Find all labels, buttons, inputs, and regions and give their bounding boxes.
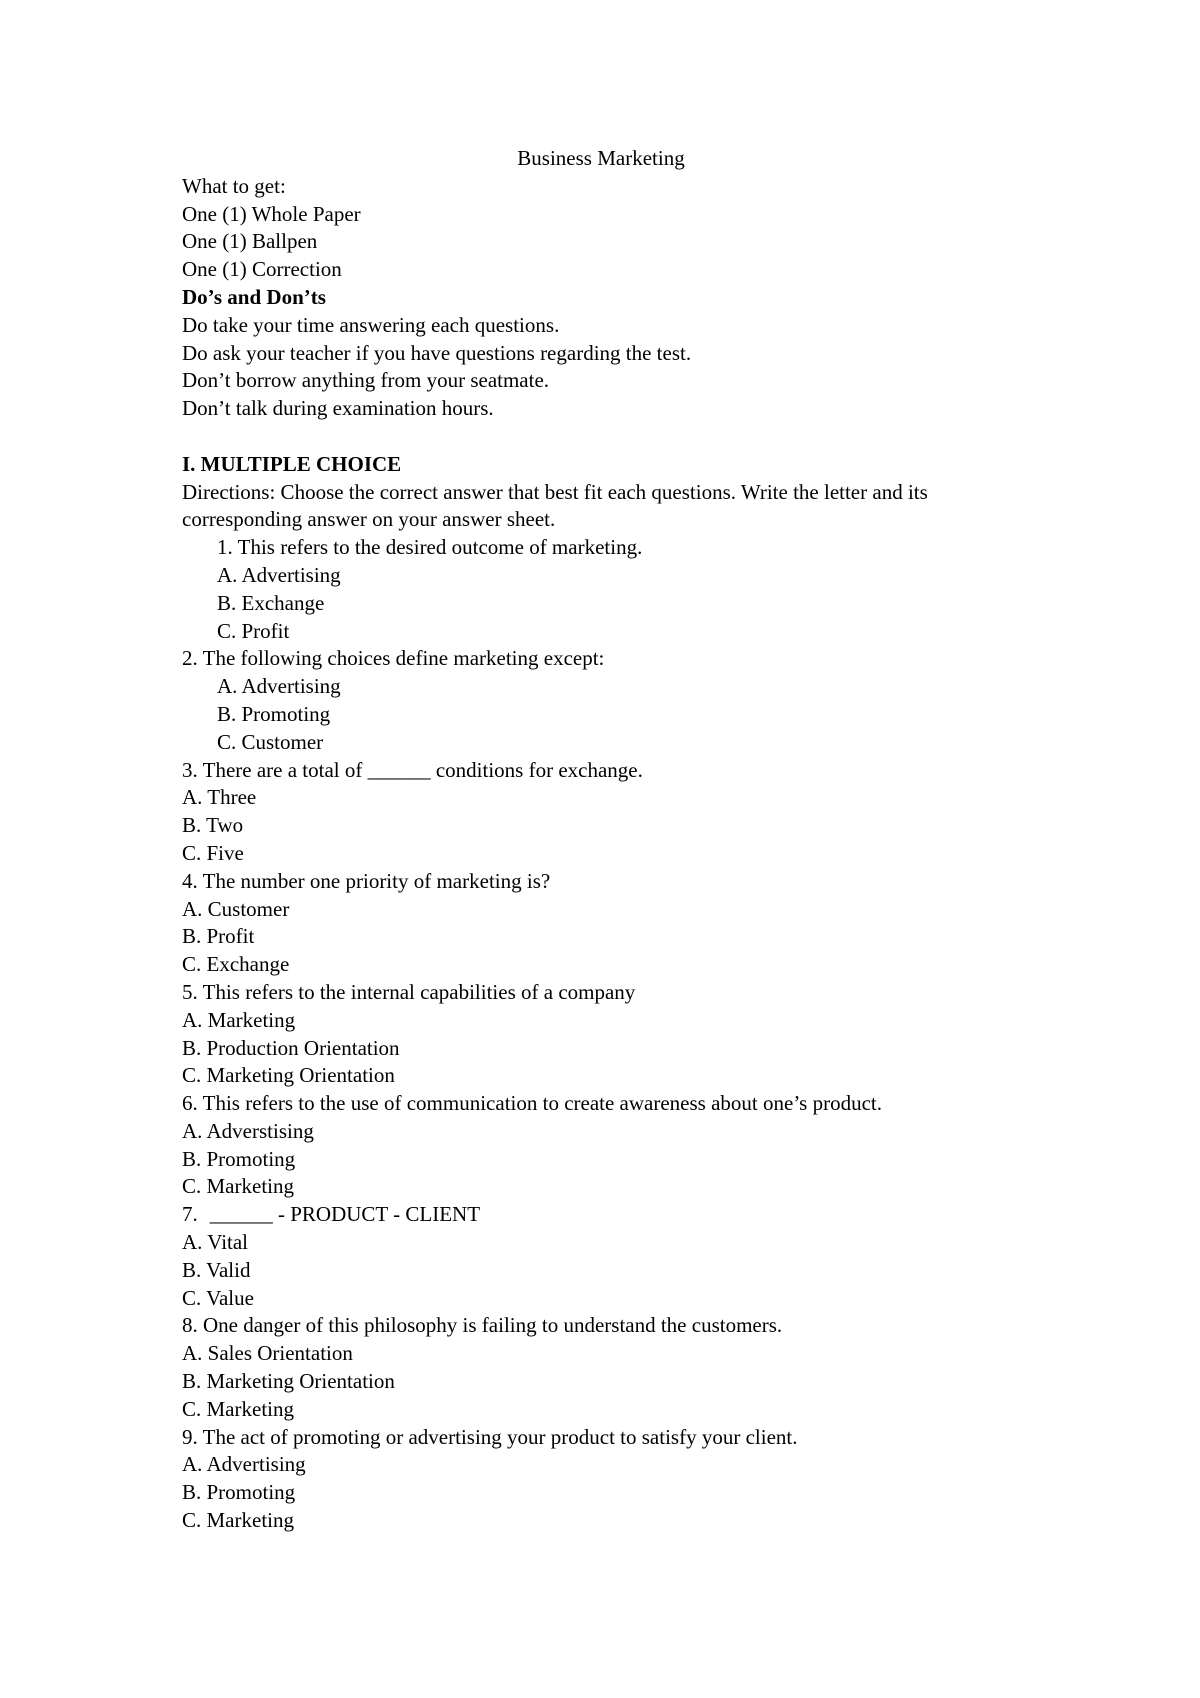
choice: B. Two: [182, 813, 244, 838]
choice: C. Marketing Orientation: [182, 1063, 395, 1088]
choice: B. Promoting: [182, 1480, 296, 1505]
question-1: 1. This refers to the desired outcome of marketing.: [217, 535, 643, 560]
choice: C. Value: [182, 1285, 254, 1310]
question-4: 4. The number one priority of marketing is?: [182, 868, 551, 893]
question-9: 9. The act of promoting or advertising your product to satisfy your client.: [182, 1424, 798, 1449]
dos-donts-item: Do take your time answering each questions.: [182, 312, 560, 337]
choice: C. Customer: [217, 729, 324, 754]
choice: B. Promoting: [217, 701, 331, 726]
dos-donts-item: Don’t talk during examination hours.: [182, 396, 494, 421]
choice: A. Advertising: [217, 562, 341, 587]
what-to-get-heading: What to get:: [182, 173, 286, 198]
choice: A. Customer: [182, 896, 290, 921]
page-title: Business Marketing: [517, 146, 685, 170]
choice: C. Marketing: [182, 1396, 294, 1421]
question-7-number: 7.: [182, 1202, 198, 1227]
choice: C. Marketing: [182, 1174, 294, 1199]
section-heading: I. MULTIPLE CHOICE: [182, 451, 402, 476]
choice: A. Marketing: [182, 1007, 296, 1032]
choice: B. Profit: [182, 924, 255, 949]
choice: C. Marketing: [182, 1508, 294, 1533]
choice: B. Exchange: [217, 590, 325, 615]
question-6: 6. This refers to the use of communication to create awareness about one’s product.: [182, 1091, 882, 1116]
choice: A. Sales Orientation: [182, 1341, 353, 1366]
question-3: 3. There are a total of ______ conditions for exchange.: [182, 757, 643, 782]
choice: A. Three: [182, 785, 257, 810]
choice: A. Adverstising: [182, 1118, 314, 1143]
choice: B. Marketing Orientation: [182, 1369, 395, 1394]
choice: C. Five: [182, 840, 244, 865]
question-8: 8. One danger of this philosophy is failing to understand the customers.: [182, 1313, 783, 1338]
question-2: 2. The following choices define marketing except:: [182, 646, 605, 671]
choice: B. Production Orientation: [182, 1035, 400, 1060]
section-directions: Directions: Choose the correct answer that best fit each questions. Write the letter and its corresponding answer on your answer sheet.: [182, 479, 928, 532]
dos-donts-item: Do ask your teacher if you have questions regarding the test.: [182, 340, 692, 365]
choice: B. Valid: [182, 1257, 251, 1282]
choice: A. Vital: [182, 1230, 249, 1255]
spacer: [182, 423, 1032, 451]
what-to-get-item: One (1) Whole Paper: [182, 201, 361, 226]
dos-donts-item: Don’t borrow anything from your seatmate.: [182, 368, 550, 393]
what-to-get-item: One (1) Correction: [182, 257, 342, 282]
what-to-get-item: One (1) Ballpen: [182, 229, 318, 254]
choice: A. Advertising: [182, 1452, 306, 1477]
dos-donts-heading: Do’s and Don’ts: [182, 284, 326, 309]
choice: B. Promoting: [182, 1146, 296, 1171]
choice: C. Exchange: [182, 952, 290, 977]
question-5: 5. This refers to the internal capabilities of a company: [182, 979, 636, 1004]
choice: C. Profit: [217, 618, 290, 643]
choice: A. Advertising: [217, 674, 341, 699]
question-7: [182, 1201, 1032, 1229]
document-content: [182, 145, 1032, 1535]
question-7-text: ______ - PRODUCT - CLIENT: [209, 1202, 481, 1227]
